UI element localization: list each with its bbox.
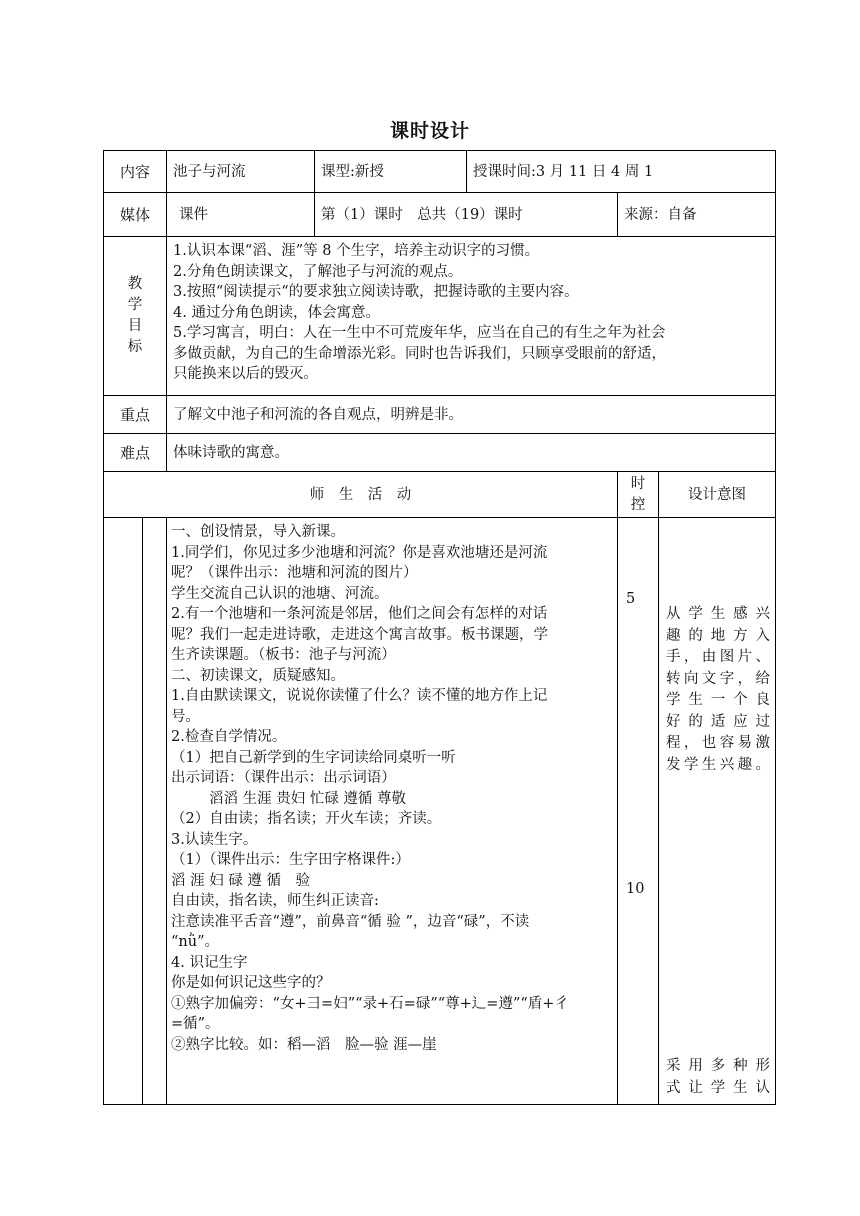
activity-line: （1）（课件出示：生字田字格课件:）: [171, 852, 410, 868]
period-value: 第（1）课时 总共（19）课时: [315, 193, 618, 237]
activity-line: 学生交流自己认识的池塘、河流。: [171, 585, 389, 602]
key-point-label: 重点: [104, 396, 167, 434]
activity-header-row: [104, 472, 776, 518]
activity-line: “nǜ”。: [171, 934, 220, 950]
activity-line: 4. 识记生字: [171, 954, 248, 971]
intent-line: 转向文字，给: [666, 670, 770, 687]
goals-label-char: 标: [127, 339, 143, 355]
activity-line: 生齐读课题。（板书：池子与河流）: [171, 647, 396, 663]
goal-line: 3.按照“阅读提示“的要求独立阅读诗歌，把握诗歌的主要内容。: [173, 284, 579, 300]
design-intent-content: [659, 518, 776, 1105]
key-point-row: [104, 396, 776, 434]
lesson-table: [103, 150, 776, 1105]
goal-line: 2.分角色朗读课文，了解池子与河流的观点。: [173, 263, 463, 280]
activity-line: ①熟字加偏旁：“女+彐=妇”“录+石=碌”“尊+辶=遵”“盾+彳: [171, 995, 569, 1012]
time-control-content: [618, 518, 659, 1105]
content-row: [104, 151, 776, 193]
intent-line: 发学生兴趣。: [666, 756, 770, 773]
activity-line: （2）自由读；指名读；开火车读；齐读。: [171, 811, 442, 827]
time-value: 授课时间:3 月 11 日 4 周 1: [467, 151, 776, 193]
activity-line: 你是如何识记这些字的？: [171, 975, 331, 991]
goals-row: [104, 237, 776, 396]
body-left-margin: [104, 518, 167, 1105]
activity-line: 呢？我们一起走进诗歌，走进这个寓言故事。板书课题，学: [171, 626, 548, 643]
content-value: 池子与河流: [167, 151, 315, 193]
goal-line: 4. 通过分角色朗读，体会寓意。: [173, 304, 380, 321]
activity-line: =循”。: [171, 1016, 220, 1032]
goal-line: 1.认识本课“滔、涯”等 8 个生字，培养主动识字的习惯。: [173, 243, 540, 259]
activity-line: 滔 涯 妇 碌 遵 循 验: [171, 872, 311, 889]
media-row: [104, 193, 776, 237]
activity-line: 号。: [171, 708, 200, 725]
intent-line: 式让学生认: [666, 1079, 770, 1096]
intent-line: 好的适应过: [666, 713, 770, 730]
source-value: 来源：自备: [618, 193, 776, 237]
goal-line: 只能换来以后的毁灭。: [173, 366, 318, 382]
activity-line: 2.有一个池塘和一条河流是邻居，他们之间会有怎样的对话: [171, 606, 548, 622]
time-header-line: 时: [630, 475, 646, 492]
activity-line: 2.检查自学情况。: [171, 729, 287, 745]
activity-line: 出示词语：（课件出示：出示词语）: [171, 770, 396, 786]
activity-line: 一、创设情景，导入新课。: [171, 524, 345, 540]
media-label: 媒体: [104, 193, 167, 237]
key-point-value: 了解文中池子和河流的各自观点，明辨是非。: [167, 396, 776, 434]
content-label: 内容: [104, 151, 167, 193]
activity-line: 1.同学们，你见过多少池塘和河流？你是喜欢池塘还是河流: [171, 544, 548, 561]
intent-header: 设计意图: [659, 472, 776, 518]
activities-content: [167, 518, 618, 1105]
goals-label-char: 学: [127, 297, 143, 313]
intent-line: 采用多种形: [666, 1058, 770, 1074]
goals-label-char: 目: [127, 318, 143, 334]
difficulty-value: 体味诗歌的寓意。: [167, 434, 776, 472]
activities-header: 师 生 活 动: [104, 472, 618, 518]
intent-block-1: [666, 604, 770, 776]
time-header-line: 控: [630, 496, 646, 513]
activity-line: 自由读，指名读，师生纠正读音:: [171, 893, 379, 909]
goal-line: 5.学习寓言，明白：人在一生中不可荒废年华，应当在自己的有生之年为社会: [173, 325, 666, 341]
activity-body-row: [104, 518, 776, 1105]
goal-line: 多做贡献，为自己的生命增添光彩。同时也告诉我们，只顾享受眼前的舒适，: [173, 345, 666, 362]
intent-line: 学生一个良: [666, 692, 770, 708]
activity-line: 1.自由默读课文，说说你读懂了什么？读不懂的地方作上记: [171, 688, 548, 704]
intent-line: 手，由图片、: [666, 649, 770, 665]
goals-label: [104, 237, 167, 396]
activity-line: 3.认读生字。: [171, 831, 258, 848]
intent-line: 从学生感兴: [666, 606, 770, 622]
intent-block-2: [666, 1056, 770, 1099]
type-value: 课型:新授: [315, 151, 467, 193]
intent-line: 趣的地方入: [666, 627, 770, 644]
difficulty-label: 难点: [104, 434, 167, 472]
activity-line: （1）把自己新学到的生字词读给同桌听一听: [171, 749, 456, 766]
page-title: 课时设计: [389, 120, 470, 142]
goals-content: [167, 237, 776, 396]
time-value: 10: [626, 881, 645, 897]
activity-line: 呢？（课件出示：池塘和河流的图片）: [171, 565, 418, 581]
time-control-header: [618, 472, 659, 518]
goals-label-char: 教: [127, 276, 143, 292]
difficulty-row: [104, 434, 776, 472]
media-value: 课件: [167, 193, 315, 237]
activity-line: ②熟字比较。如：稻—滔 脸—验 涯—崖: [171, 1036, 437, 1053]
time-value: 5: [626, 591, 636, 607]
intent-line: 程，也容易激: [666, 735, 770, 751]
activity-line: 滔滔 生涯 贵妇 忙碌 遵循 尊敬: [209, 790, 407, 807]
activity-line: 注意读准平舌音“遵”，前鼻音“循 验 ”，边音“碌”，不读: [171, 913, 530, 930]
activity-line: 二、初读课文，质疑感知。: [171, 667, 345, 684]
